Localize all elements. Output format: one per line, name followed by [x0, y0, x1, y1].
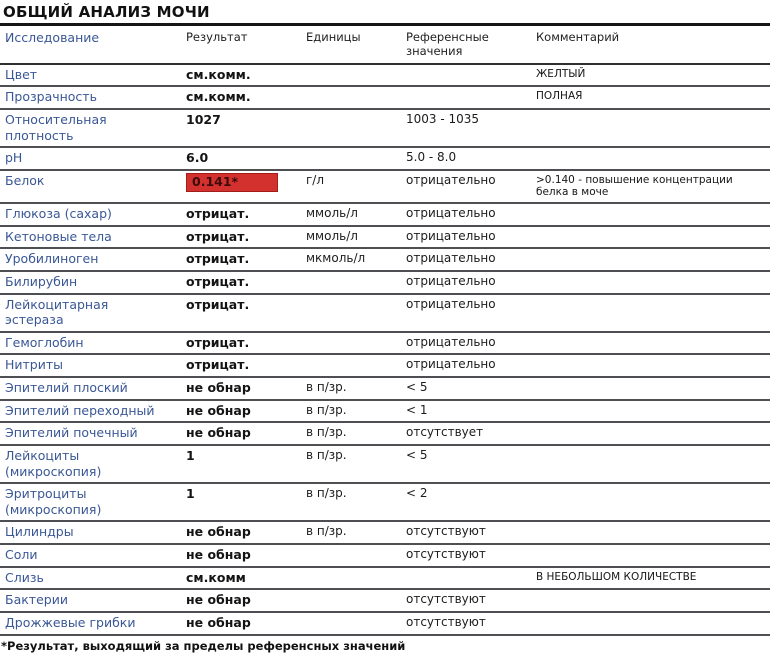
result-cell: [186, 570, 306, 586]
test-name-link[interactable]: Билирубин: [5, 273, 78, 289]
result-cell: [186, 173, 306, 192]
reference-range: < 1: [406, 402, 428, 417]
table-row: [0, 295, 770, 333]
comment-text: ЖЕЛТЫЙ: [536, 67, 586, 80]
table-row: [0, 148, 770, 171]
test-name-link[interactable]: Кетоновые тела: [5, 228, 112, 244]
comment-text: [536, 150, 770, 151]
test-name-link[interactable]: Лейкоцитарная эстераза: [5, 296, 109, 328]
test-name-link[interactable]: Эпителий переходный: [5, 402, 155, 418]
test-name-link[interactable]: Гемоглобин: [5, 334, 84, 350]
result-value: 1: [186, 447, 195, 463]
comment-text: [536, 380, 770, 381]
table-row: [0, 423, 770, 446]
reference-range: < 5: [406, 380, 428, 395]
result-value: отрицат.: [186, 273, 250, 289]
table-row: [0, 522, 770, 545]
result-value: не обнар: [186, 547, 251, 563]
comment-text: [536, 335, 770, 336]
table-row: [0, 590, 770, 613]
result-cell: [186, 206, 306, 222]
result-cell: [186, 486, 306, 502]
test-name-link[interactable]: Слизь: [5, 569, 44, 585]
reference-range: отрицательно: [406, 172, 496, 187]
test-name-link[interactable]: Белок: [5, 172, 45, 188]
test-name-link[interactable]: Относительная плотность: [5, 112, 107, 143]
result-value: 1: [186, 486, 195, 502]
units-value: в п/зр.: [306, 425, 347, 440]
result-cell: [186, 380, 306, 396]
result-value: 0.141*: [186, 173, 278, 192]
result-value: отрицат.: [186, 206, 250, 222]
comment-text: [536, 403, 770, 404]
units-value: в п/зр.: [306, 486, 347, 501]
test-name-link[interactable]: Глюкоза (сахар): [5, 206, 112, 222]
test-name-link[interactable]: Уробилиноген: [5, 251, 99, 267]
reference-range: отрицательно: [406, 296, 496, 311]
test-name-link[interactable]: Дрожжевые грибки: [5, 614, 136, 630]
reference-range: отсутствуют: [406, 524, 486, 539]
comment-text: В НЕБОЛЬШОМ КОЛИЧЕСТВЕ: [536, 570, 697, 583]
result-value: не обнар: [186, 425, 251, 441]
table-row: [0, 613, 770, 636]
comment-text: [536, 206, 770, 207]
reference-range: отрицательно: [406, 334, 496, 349]
column-header-test: Исследование: [5, 30, 100, 45]
result-value: см.комм: [186, 569, 246, 585]
table-row: [0, 87, 770, 110]
result-cell: [186, 592, 306, 608]
test-name-link[interactable]: Эпителий почечный: [5, 425, 138, 441]
footnote: *Результат, выходящий за пределы референсных значений: [1, 638, 406, 653]
result-cell: [186, 547, 306, 563]
reference-range: отсутствуют: [406, 614, 486, 629]
test-name-link[interactable]: pH: [5, 150, 23, 166]
reference-range: отрицательно: [406, 357, 496, 372]
reference-range: отрицательно: [406, 206, 496, 221]
result-value: не обнар: [186, 402, 251, 418]
table-row: [0, 204, 770, 227]
units-value: в п/зр.: [306, 524, 347, 539]
units-value: в п/зр.: [306, 402, 347, 417]
test-name-link[interactable]: Эпителий плоский: [5, 380, 128, 396]
result-cell: [186, 448, 306, 464]
result-cell: [186, 274, 306, 290]
comment-text: [536, 547, 770, 548]
table-row: [0, 333, 770, 356]
test-name-link[interactable]: Цилиндры: [5, 524, 74, 540]
comment-text: [536, 524, 770, 525]
result-cell: [186, 524, 306, 540]
table-row: [0, 272, 770, 295]
table-header-row: [0, 26, 770, 65]
comment-text: [536, 486, 770, 487]
comment-text: [536, 425, 770, 426]
reference-range: отсутствуют: [406, 592, 486, 607]
result-value: не обнар: [186, 380, 251, 396]
comment-text: ПОЛНАЯ: [536, 90, 583, 103]
table-row: [0, 227, 770, 250]
test-name-link[interactable]: Цвет: [5, 66, 38, 82]
comment-text: [536, 357, 770, 358]
table-row: [0, 446, 770, 484]
result-value: отрицат.: [186, 334, 250, 350]
comment-text: [536, 297, 770, 298]
reference-range: 1003 - 1035: [406, 112, 480, 126]
result-value: не обнар: [186, 592, 251, 608]
result-value: не обнар: [186, 614, 251, 630]
result-cell: [186, 67, 306, 83]
comment-text: [536, 615, 770, 616]
table-row: [0, 249, 770, 272]
result-cell: [186, 229, 306, 245]
comment-text: [536, 251, 770, 252]
result-value: отрицат.: [186, 296, 250, 312]
reference-range: отсутствует: [406, 425, 484, 440]
units-value: мкмоль/л: [306, 251, 366, 266]
result-cell: [186, 357, 306, 373]
test-name-link[interactable]: Прозрачность: [5, 89, 97, 105]
table-row: [0, 545, 770, 568]
column-header-result: Результат: [186, 30, 248, 44]
table-row: [0, 65, 770, 88]
units-value: ммоль/л: [306, 228, 358, 243]
result-value: не обнар: [186, 524, 251, 540]
units-value: в п/зр.: [306, 380, 347, 395]
table-row: [0, 355, 770, 378]
table-row: [0, 378, 770, 401]
column-header-reference: Референсные значения: [406, 30, 489, 59]
result-cell: [186, 335, 306, 351]
result-value: отрицат.: [186, 357, 250, 373]
table-row: [0, 484, 770, 522]
report-title: ОБЩИЙ АНАЛИЗ МОЧИ: [0, 0, 770, 26]
table-row: [0, 110, 770, 148]
result-cell: [186, 297, 306, 313]
comment-text: [536, 592, 770, 593]
units-value: ммоль/л: [306, 206, 358, 221]
reference-range: отсутствуют: [406, 547, 486, 562]
result-value: см.комм.: [186, 66, 251, 82]
test-name-link[interactable]: Нитриты: [5, 357, 64, 373]
comment-text: [536, 112, 770, 113]
reference-range: отрицательно: [406, 273, 496, 288]
units-value: г/л: [306, 172, 325, 187]
comment-text: >0.140 - повышение концентрации белка в моче: [536, 173, 733, 199]
reference-range: < 2: [406, 486, 428, 501]
table-row: [0, 171, 770, 204]
comment-text: [536, 229, 770, 230]
result-cell: [186, 251, 306, 267]
result-value: 1027: [186, 112, 221, 127]
units-value: в п/зр.: [306, 447, 347, 462]
result-value: отрицат.: [186, 251, 250, 267]
results-table-body: [0, 65, 770, 636]
reference-range: отрицательно: [406, 228, 496, 243]
comment-text: [536, 274, 770, 275]
result-value: 6.0: [186, 150, 209, 166]
reference-range: 5.0 - 8.0: [406, 150, 457, 165]
result-cell: [186, 112, 306, 128]
result-cell: [186, 425, 306, 441]
test-name-link[interactable]: Лейкоциты (микроскопия): [5, 447, 102, 479]
column-header-units: Единицы: [306, 30, 361, 44]
result-cell: [186, 150, 306, 166]
reference-range: отрицательно: [406, 251, 496, 266]
test-name-link[interactable]: Бактерии: [5, 592, 68, 608]
result-cell: [186, 615, 306, 631]
test-name-link[interactable]: Эритроциты (микроскопия): [5, 486, 102, 517]
comment-text: [536, 448, 770, 449]
result-cell: [186, 89, 306, 105]
test-name-link[interactable]: Соли: [5, 547, 38, 563]
reference-range: < 5: [406, 447, 428, 462]
column-header-comment: Комментарий: [536, 30, 620, 44]
result-value: см.комм.: [186, 89, 251, 105]
result-value: отрицат.: [186, 228, 250, 244]
table-row: [0, 401, 770, 424]
result-cell: [186, 403, 306, 419]
